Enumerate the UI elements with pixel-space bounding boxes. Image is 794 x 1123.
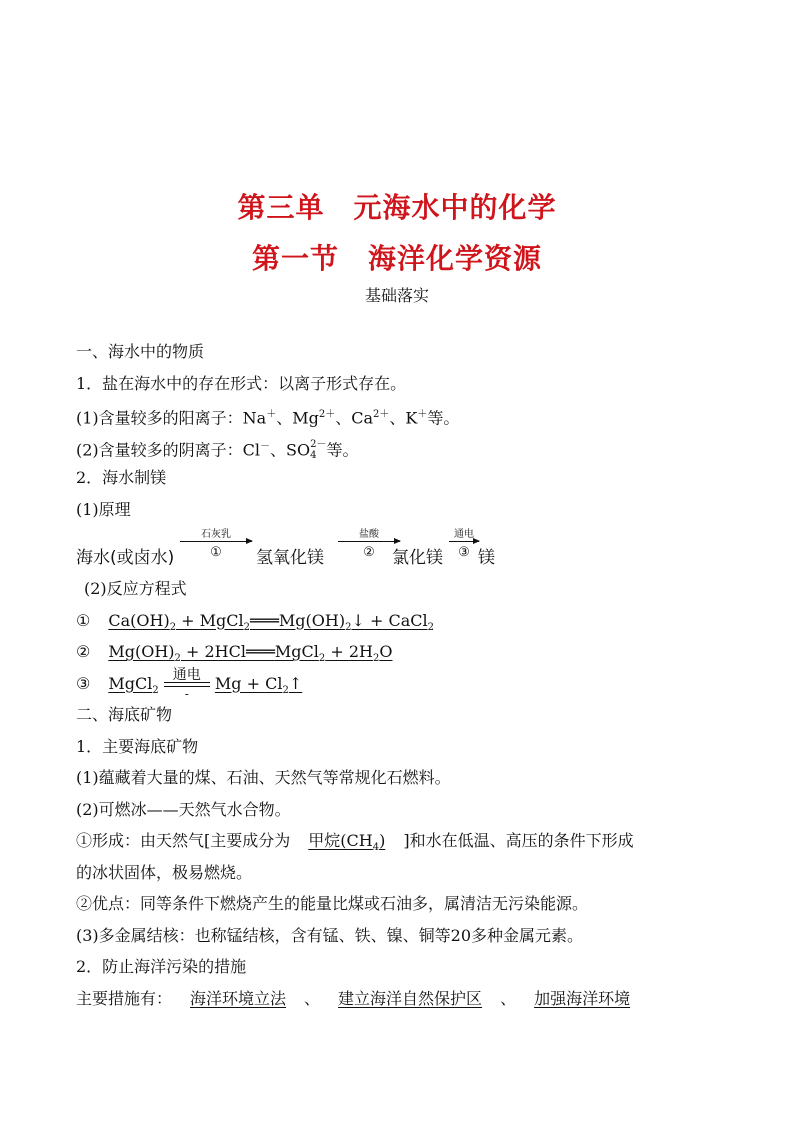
document-body <box>76 336 726 1014</box>
flow-mid-2: 氯化镁 <box>392 548 443 568</box>
item-magnesium: 2．海水制镁 <box>76 468 167 487</box>
flow-end: 镁 <box>478 548 495 568</box>
section-title: 第一节 海洋化学资源 <box>251 242 542 275</box>
unit-title: 第三单 元海水中的化学 <box>237 191 557 224</box>
process-flow <box>76 525 726 573</box>
line-advantage: ②优点：同等条件下燃烧产生的能量比煤或石油多，属清洁无污染能源。 <box>76 894 589 913</box>
part1-heading: 一、海水中的物质 <box>76 342 205 361</box>
line-measures: 主要措施有： 海洋环境立法 、 建立海洋自然保护区 、 加强海洋环境 <box>76 988 631 1008</box>
item-pollution: 2．防止海洋污染的措施 <box>76 957 247 976</box>
line-nodules: (3)多金属结核：也称锰结核，含有锰、铁、镍、铜等20多种金属元素。 <box>76 925 584 945</box>
flow-arrow-3: 通电 ③ <box>449 525 479 573</box>
principle-heading: (1)原理 <box>76 499 131 519</box>
item-seabed-minerals: 1．主要海底矿物 <box>76 736 199 756</box>
cations-line: (1)含量较多的阳离子：Na＋、$Mg^{2+}$、$Ca^{2+}$、K＋等。 <box>76 408 460 428</box>
anions-line: (2)含量较多的阴离子：Cl－、SO 2－ 4 等。 <box>76 439 359 462</box>
flow-mid-1: 氢氧化镁 <box>256 548 324 568</box>
equation-1: ① $Ca(OH)_2$ + $MgCl_2═══Mg(OH)_2↓$ + CaCl$_2$ <box>76 610 434 633</box>
subtitle: 基础落实 <box>364 286 429 305</box>
equation-2: ② $Mg(OH)_2$ + 2HCl═══MgCl$_2$ + $2H_2O$ <box>76 642 393 665</box>
line-fossil-fuels: (1)蕴藏着大量的煤、石油、天然气等常规化石燃料。 <box>76 768 451 787</box>
equations-heading: (2)反应方程式 <box>84 579 187 598</box>
line-formation-cont: 的冰状固体，极易燃烧。 <box>76 862 253 882</box>
flow-arrow-1: 石灰乳 ① <box>180 525 252 573</box>
part2-heading: 二、海底矿物 <box>76 705 173 724</box>
equation-3: ③ MgCl$_2$ 通电 - $Mg + Cl_2↑$ <box>76 667 303 701</box>
flow-start: 海水(或卤水) <box>76 548 175 568</box>
line-combustible-ice: (2)可燃冰——天然气水合物。 <box>76 799 291 819</box>
item-ion-form: 1．盐在海水中的存在形式：以离子形式存在。 <box>76 373 407 393</box>
flow-arrow-2: 盐酸 ② <box>338 525 400 573</box>
line-formation: ①形成：由天然气[主要成分为 甲烷$(CH_4)$ ]和水在低温、高压的条件下形成 <box>76 831 634 854</box>
condition-electrolysis: 通电 - <box>164 674 210 694</box>
